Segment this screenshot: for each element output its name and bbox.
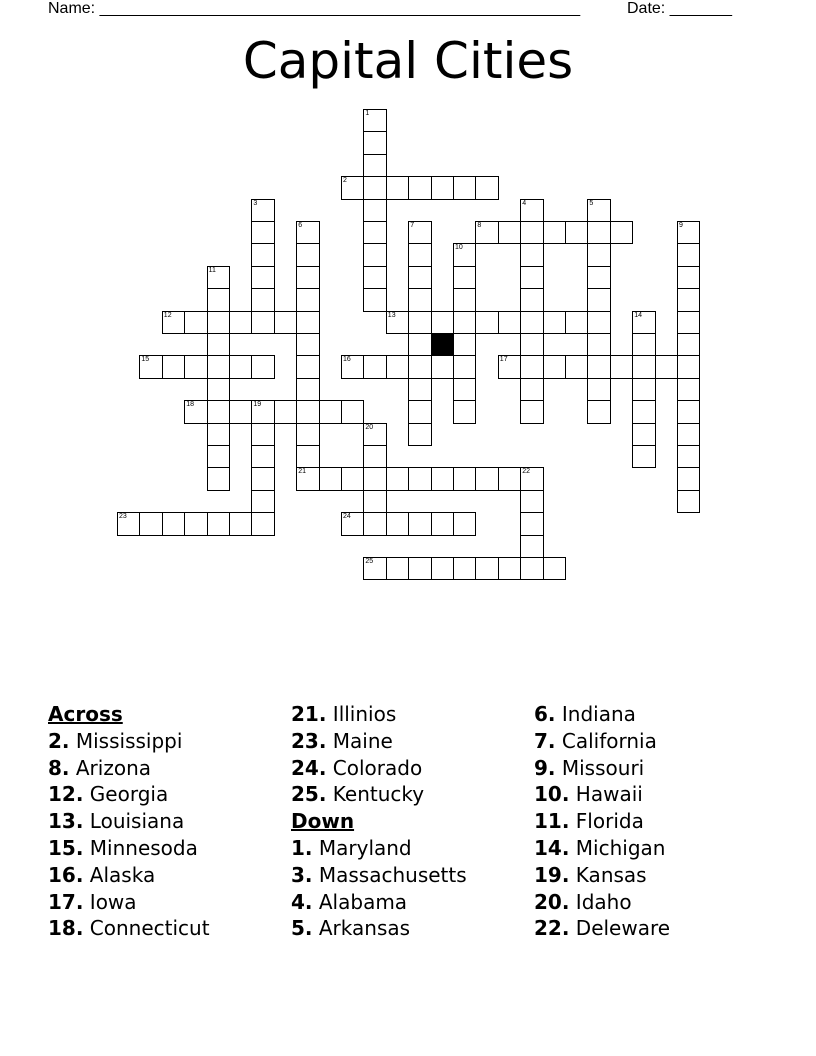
clue-number: 15. <box>48 835 84 860</box>
crossword-cell[interactable] <box>677 355 700 378</box>
crossword-cell[interactable] <box>587 400 610 423</box>
crossword-cell[interactable] <box>296 221 319 244</box>
crossword-cell[interactable] <box>543 355 566 378</box>
crossword-cell[interactable] <box>139 355 162 378</box>
clue-number: 19. <box>534 862 570 887</box>
crossword-cell[interactable] <box>363 557 386 580</box>
crossword-cell[interactable] <box>677 288 700 311</box>
crossword-cell[interactable] <box>408 311 431 334</box>
date-field-label[interactable]: Date: _______ <box>627 0 732 17</box>
clue-item <box>48 781 288 808</box>
crossword-cell[interactable] <box>296 467 319 490</box>
clue-number-label: 14 <box>634 311 642 319</box>
crossword-cell[interactable] <box>610 221 633 244</box>
crossword-cell[interactable] <box>341 467 364 490</box>
crossword-cell[interactable] <box>520 490 543 513</box>
clue-number-label: 11 <box>208 266 216 274</box>
clue-number-label: 21 <box>298 468 306 476</box>
crossword-cell[interactable] <box>543 221 566 244</box>
clue-text: Minnesoda <box>83 835 198 860</box>
crossword-cell[interactable] <box>184 355 207 378</box>
clue-number: 1. <box>291 835 313 860</box>
clue-text: Indiana <box>555 702 636 726</box>
crossword-cell[interactable] <box>207 311 230 334</box>
clue-item <box>291 701 531 728</box>
clue-number-label: 18 <box>186 401 194 409</box>
clue-number-label: 17 <box>499 356 508 364</box>
crossword-cell[interactable] <box>408 355 431 378</box>
crossword-cell[interactable] <box>251 288 274 311</box>
crossword-cell[interactable] <box>296 333 319 356</box>
crossword-cell[interactable] <box>632 378 655 401</box>
crossword-cell[interactable] <box>207 400 230 423</box>
crossword-cell[interactable] <box>251 490 274 513</box>
crossword-cell[interactable] <box>475 311 498 334</box>
crossword-cell[interactable] <box>587 243 610 266</box>
clue-text: Alaska <box>83 862 156 887</box>
crossword-cell[interactable] <box>207 378 230 401</box>
crossword-cell[interactable] <box>565 221 588 244</box>
clue-number-label: 5 <box>589 199 594 207</box>
crossword-block-cell <box>431 333 454 356</box>
clue-number-label: 10 <box>455 244 463 252</box>
crossword-cell[interactable] <box>251 512 274 535</box>
crossword-cell[interactable] <box>587 199 610 222</box>
crossword-cell[interactable] <box>363 467 386 490</box>
crossword-cell[interactable] <box>341 512 364 535</box>
clue-item <box>534 889 774 916</box>
crossword-cell[interactable] <box>677 467 700 490</box>
crossword-cell[interactable] <box>363 176 386 199</box>
crossword-cell[interactable] <box>565 355 588 378</box>
crossword-cell[interactable] <box>632 423 655 446</box>
crossword-cell[interactable] <box>677 243 700 266</box>
crossword-cell[interactable] <box>363 221 386 244</box>
clue-text: Kansas <box>569 862 647 887</box>
crossword-cell[interactable] <box>341 176 364 199</box>
crossword-cell[interactable] <box>207 266 230 289</box>
crossword-cell[interactable] <box>475 467 498 490</box>
clue-item <box>534 728 774 755</box>
crossword-cell[interactable] <box>632 400 655 423</box>
clue-number: 2. <box>48 728 70 753</box>
crossword-cell[interactable] <box>408 288 431 311</box>
crossword-cell[interactable] <box>520 266 543 289</box>
crossword-cell[interactable] <box>363 131 386 154</box>
crossword-cell[interactable] <box>453 355 476 378</box>
clue-number: 23. <box>291 728 327 753</box>
crossword-cell[interactable] <box>386 557 409 580</box>
clue-number: 3. <box>291 862 313 887</box>
crossword-cell[interactable] <box>363 512 386 535</box>
crossword-cell[interactable] <box>229 355 252 378</box>
crossword-cell[interactable] <box>296 311 319 334</box>
crossword-cell[interactable] <box>677 378 700 401</box>
crossword-cell[interactable] <box>632 445 655 468</box>
clue-number: 25. <box>291 782 327 807</box>
clue-text: Kentucky <box>326 782 425 807</box>
clue-text: Michigan <box>569 835 666 860</box>
clue-text: Illinios <box>326 702 397 726</box>
clue-number-label: 13 <box>387 311 396 319</box>
crossword-cell[interactable] <box>319 400 342 423</box>
crossword-cell[interactable] <box>677 490 700 513</box>
crossword-cell[interactable] <box>184 311 207 334</box>
crossword-cell[interactable] <box>520 243 543 266</box>
crossword-cell[interactable] <box>453 266 476 289</box>
clue-number-label: 4 <box>522 199 527 207</box>
crossword-cell[interactable] <box>453 400 476 423</box>
clue-text: Maryland <box>312 835 412 860</box>
clue-item <box>534 755 774 782</box>
clue-number-label: 3 <box>253 199 258 207</box>
clue-item <box>291 862 531 889</box>
clue-number-label: 22 <box>522 468 530 476</box>
clue-number: 17. <box>48 889 84 914</box>
clue-number: 13. <box>48 809 84 834</box>
clue-text: Massachusetts <box>312 862 467 887</box>
clue-text: Louisiana <box>83 809 185 834</box>
crossword-cell[interactable] <box>520 378 543 401</box>
clue-number-label: 16 <box>343 356 351 364</box>
clue-number-label: 9 <box>679 222 683 229</box>
crossword-cell[interactable] <box>363 199 386 222</box>
crossword-cell[interactable] <box>296 288 319 311</box>
clue-column-3 <box>534 701 774 942</box>
crossword-cell[interactable] <box>431 467 454 490</box>
clue-text: Colorado <box>326 755 423 780</box>
clue-item <box>48 862 288 889</box>
clue-item <box>48 808 288 835</box>
crossword-cell[interactable] <box>251 311 274 334</box>
crossword-cell[interactable] <box>587 266 610 289</box>
crossword-cell[interactable] <box>677 445 700 468</box>
crossword-cell[interactable] <box>251 199 274 222</box>
crossword-cell[interactable] <box>296 400 319 423</box>
crossword-cell[interactable] <box>587 311 610 334</box>
crossword-cell[interactable] <box>251 266 274 289</box>
crossword-cell[interactable] <box>296 355 319 378</box>
clue-item <box>48 835 288 862</box>
clue-number: 18. <box>48 916 84 941</box>
crossword-cell[interactable] <box>587 288 610 311</box>
clue-item <box>534 808 774 835</box>
clue-number-label: 12 <box>163 311 172 319</box>
crossword-cell[interactable] <box>341 355 364 378</box>
clue-number-label: 24 <box>343 513 351 521</box>
crossword-cell[interactable] <box>386 311 409 334</box>
clue-text: Georgia <box>83 782 169 807</box>
crossword-cell[interactable] <box>453 467 476 490</box>
crossword-cell[interactable] <box>363 355 386 378</box>
crossword-cell[interactable] <box>543 311 566 334</box>
clue-number-label: 19 <box>253 401 262 409</box>
clue-text: Deleware <box>569 916 671 941</box>
clue-item <box>48 728 288 755</box>
clue-number-label: 25 <box>365 558 374 565</box>
clue-number: 9. <box>534 755 556 780</box>
clue-item <box>534 862 774 889</box>
crossword-cell[interactable] <box>386 176 409 199</box>
crossword-cell[interactable] <box>677 400 700 423</box>
clue-number-label: 20 <box>365 423 374 431</box>
crossword-cell[interactable] <box>677 311 700 334</box>
clue-text: Alabama <box>312 889 408 914</box>
clue-item <box>291 889 531 916</box>
crossword-cell[interactable] <box>363 445 386 468</box>
crossword-cell[interactable] <box>408 467 431 490</box>
crossword-cell[interactable] <box>139 512 162 535</box>
clue-text: Maine <box>326 728 393 753</box>
clue-number-label: 1 <box>365 110 370 117</box>
crossword-cell[interactable] <box>207 423 230 446</box>
crossword-cell[interactable] <box>408 557 431 580</box>
crossword-cell[interactable] <box>453 288 476 311</box>
crossword-cell[interactable] <box>251 400 274 423</box>
crossword-cell[interactable] <box>677 221 700 244</box>
clue-text: Hawaii <box>569 782 643 807</box>
crossword-cell[interactable] <box>520 557 543 580</box>
crossword-cell[interactable] <box>162 512 185 535</box>
crossword-cell[interactable] <box>251 467 274 490</box>
crossword-cell[interactable] <box>363 423 386 446</box>
crossword-cell[interactable] <box>453 512 476 535</box>
crossword-cell[interactable] <box>363 288 386 311</box>
crossword-cell[interactable] <box>207 467 230 490</box>
crossword-cell[interactable] <box>229 512 252 535</box>
crossword-cell[interactable] <box>251 445 274 468</box>
clue-number-label: 15 <box>141 356 150 364</box>
clue-number: 21. <box>291 702 327 726</box>
crossword-cell[interactable] <box>475 557 498 580</box>
crossword-cell[interactable] <box>520 355 543 378</box>
clue-item <box>48 755 288 782</box>
crossword-cell[interactable] <box>431 512 454 535</box>
crossword-cell[interactable] <box>296 445 319 468</box>
crossword-cell[interactable] <box>498 557 521 580</box>
crossword-cell[interactable] <box>498 221 521 244</box>
crossword-cell[interactable] <box>408 423 431 446</box>
clue-item <box>291 915 531 942</box>
crossword-cell[interactable] <box>520 199 543 222</box>
clue-number: 7. <box>534 728 556 753</box>
clue-text: Iowa <box>83 889 137 914</box>
clue-number: 20. <box>534 889 570 914</box>
clue-section-heading: Across <box>48 702 123 726</box>
clue-text: Connecticut <box>83 916 210 941</box>
crossword-cell[interactable] <box>408 378 431 401</box>
crossword-cell[interactable] <box>520 311 543 334</box>
crossword-cell[interactable] <box>520 512 543 535</box>
crossword-cell[interactable] <box>408 333 431 356</box>
crossword-cell[interactable] <box>408 176 431 199</box>
crossword-cell[interactable] <box>184 512 207 535</box>
crossword-cell[interactable] <box>408 400 431 423</box>
crossword-cell[interactable] <box>453 176 476 199</box>
clue-number-label: 8 <box>477 222 482 229</box>
crossword-cell[interactable] <box>587 333 610 356</box>
name-field-label[interactable]: Name: ______________________________________________________ <box>48 0 581 17</box>
crossword-cell[interactable] <box>207 333 230 356</box>
clue-number: 14. <box>534 835 570 860</box>
clue-number: 24. <box>291 755 327 780</box>
clue-number: 22. <box>534 916 570 941</box>
clue-number: 10. <box>534 782 570 807</box>
crossword-cell[interactable] <box>251 423 274 446</box>
crossword-cell[interactable] <box>453 311 476 334</box>
crossword-cell[interactable] <box>453 557 476 580</box>
crossword-cell[interactable] <box>520 333 543 356</box>
crossword-cell[interactable] <box>408 243 431 266</box>
crossword-cell[interactable] <box>453 378 476 401</box>
clue-text: Arizona <box>69 755 151 780</box>
clue-number: 6. <box>534 702 556 726</box>
crossword-cell[interactable] <box>453 243 476 266</box>
clue-text: Florida <box>569 809 644 834</box>
crossword-cell[interactable] <box>587 355 610 378</box>
crossword-cell[interactable] <box>632 355 655 378</box>
crossword-cell[interactable] <box>431 176 454 199</box>
clue-item <box>291 755 531 782</box>
clue-number: 4. <box>291 889 313 914</box>
clue-section-heading: Down <box>291 809 355 834</box>
crossword-cell[interactable] <box>587 221 610 244</box>
crossword-cell[interactable] <box>363 154 386 177</box>
crossword-cell[interactable] <box>363 490 386 513</box>
crossword-cell[interactable] <box>431 557 454 580</box>
crossword-cell[interactable] <box>386 355 409 378</box>
crossword-cell[interactable] <box>207 512 230 535</box>
clue-number: 5. <box>291 916 313 941</box>
clue-item <box>48 889 288 916</box>
crossword-cell[interactable] <box>341 400 364 423</box>
page-title: Capital Cities <box>242 32 574 90</box>
clue-item <box>534 781 774 808</box>
crossword-cell[interactable] <box>162 355 185 378</box>
crossword-cell[interactable] <box>184 400 207 423</box>
crossword-cell[interactable] <box>677 333 700 356</box>
clue-number-label: 6 <box>298 222 303 229</box>
clue-item <box>534 835 774 862</box>
crossword-cell[interactable] <box>655 355 678 378</box>
crossword-cell[interactable] <box>610 355 633 378</box>
clue-column-1 <box>48 701 288 942</box>
crossword-cell[interactable] <box>296 423 319 446</box>
crossword-cell[interactable] <box>520 400 543 423</box>
crossword-cell[interactable] <box>408 266 431 289</box>
crossword-cell[interactable] <box>677 423 700 446</box>
crossword-cell[interactable] <box>520 535 543 558</box>
crossword-cell[interactable] <box>520 288 543 311</box>
crossword-cell[interactable] <box>632 333 655 356</box>
crossword-cell[interactable] <box>274 311 297 334</box>
crossword-cell[interactable] <box>408 221 431 244</box>
crossword-cell[interactable] <box>677 266 700 289</box>
crossword-cell[interactable] <box>363 243 386 266</box>
crossword-cell[interactable] <box>207 288 230 311</box>
clue-column-2 <box>291 701 531 942</box>
clue-number-label: 23 <box>119 513 127 521</box>
clue-text: Mississippi <box>69 728 183 753</box>
clue-text: Arkansas <box>312 916 411 941</box>
crossword-cell[interactable] <box>475 176 498 199</box>
crossword-cell[interactable] <box>431 311 454 334</box>
clue-text: California <box>555 728 657 753</box>
crossword-cell[interactable] <box>251 243 274 266</box>
crossword-cell[interactable] <box>431 355 454 378</box>
crossword-cell[interactable] <box>498 355 521 378</box>
crossword-cell[interactable] <box>251 221 274 244</box>
clue-number: 12. <box>48 782 84 807</box>
clue-text: Idaho <box>569 889 632 914</box>
crossword-cell[interactable] <box>296 266 319 289</box>
crossword-cell[interactable] <box>229 400 252 423</box>
clue-number: 8. <box>48 755 70 780</box>
crossword-cell[interactable] <box>319 467 342 490</box>
clue-number: 16. <box>48 862 84 887</box>
crossword-cell[interactable] <box>207 355 230 378</box>
clue-item <box>291 781 531 808</box>
clue-item <box>534 701 774 728</box>
crossword-cell[interactable] <box>162 311 185 334</box>
crossword-cell[interactable] <box>386 467 409 490</box>
crossword-cell[interactable] <box>386 512 409 535</box>
crossword-cell[interactable] <box>363 266 386 289</box>
crossword-cell[interactable] <box>229 311 252 334</box>
crossword-cell[interactable] <box>565 311 588 334</box>
crossword-cell[interactable] <box>520 221 543 244</box>
clue-item <box>291 835 531 862</box>
crossword-cell[interactable] <box>408 512 431 535</box>
crossword-cell[interactable] <box>543 557 566 580</box>
clue-item <box>291 728 531 755</box>
clue-number: 11. <box>534 809 570 834</box>
crossword-cell[interactable] <box>453 333 476 356</box>
crossword-cell[interactable] <box>363 109 386 132</box>
crossword-cell[interactable] <box>498 311 521 334</box>
crossword-cell[interactable] <box>520 467 543 490</box>
crossword-cell[interactable] <box>587 378 610 401</box>
crossword-cell[interactable] <box>632 311 655 334</box>
clue-item <box>48 915 288 942</box>
clue-item <box>534 915 774 942</box>
crossword-cell[interactable] <box>498 467 521 490</box>
crossword-cell[interactable] <box>296 243 319 266</box>
crossword-cell[interactable] <box>117 512 140 535</box>
crossword-cell[interactable] <box>274 400 297 423</box>
crossword-cell[interactable] <box>207 445 230 468</box>
crossword-cell[interactable] <box>251 355 274 378</box>
clue-number-label: 7 <box>410 222 415 229</box>
clue-text: Missouri <box>555 755 645 780</box>
clue-number-label: 2 <box>343 177 347 185</box>
crossword-cell[interactable] <box>475 221 498 244</box>
crossword-cell[interactable] <box>296 378 319 401</box>
